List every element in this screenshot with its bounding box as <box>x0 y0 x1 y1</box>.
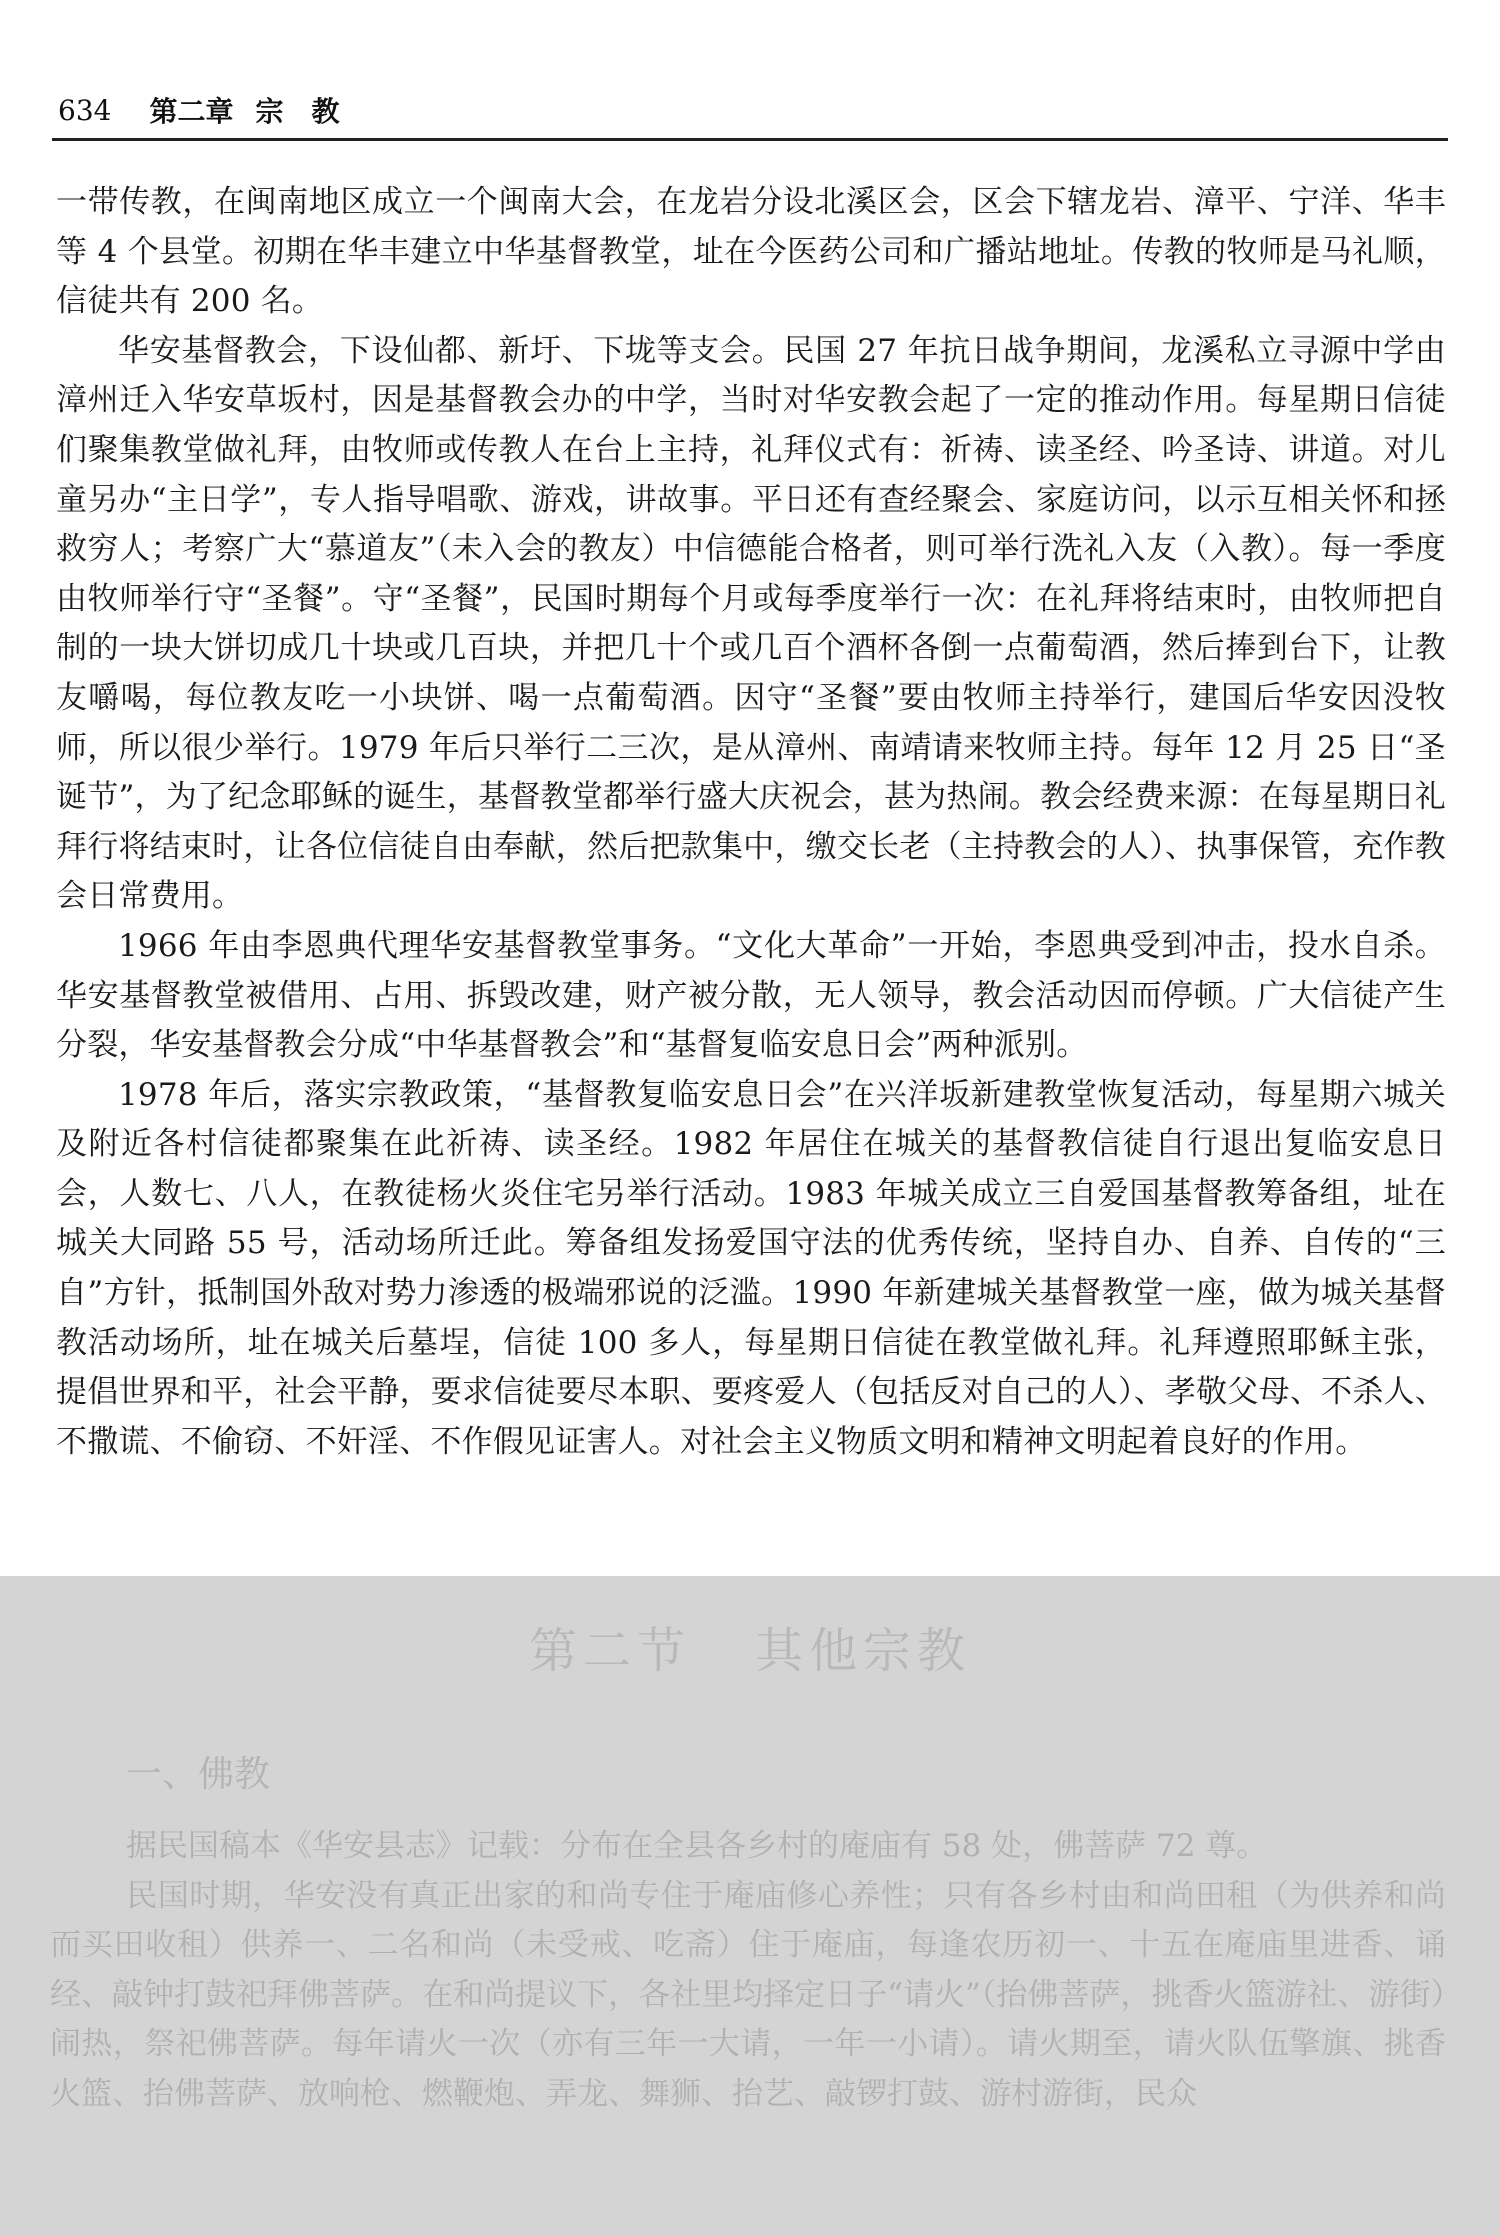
paragraph: 华安基督教会，下设仙都、新圩、下垅等支会。民国 27 年抗日战争期间，龙溪私立寻源中学由漳州迁入华安草坂村，因是基督教会办的中学，当时对华安教会起了一定的推动作用。每星期日信徒们聚集教堂做礼拜，由牧师或传教人在台上主持，礼拜仪式有：祈祷、读圣经、吟圣诗、讲道。对儿童另办“主日学”，专人指导唱歌、游戏，讲故事。平日还有查经聚会、家庭访问，以示互相关怀和拯救穷人；考察广大“慕道友”（未入会的教友）中信德能合格者，则可举行洗礼入友（入教）。每一季度由牧师举行守“圣餐”。守“圣餐”，民国时期每个月或每季度举行一次：在礼拜将结束时，由牧师把自制的一块大饼切成几十块或几百块，并把几十个或几百个酒杯各倒一点葡萄酒，然后捧到台下，让教友嚼喝，每位教友吃一小块饼、喝一点葡萄酒。因守“圣餐”要由牧师主持举行，建国后华安因没牧师，所以很少举行。1979 年后只举行二三次，是从漳州、南靖请来牧师主持。每年 12 月 25 日“圣诞节”，为了纪念耶稣的诞生，基督教堂都举行盛大庆祝会，甚为热闹。教会经费来源：在每星期日礼拜行将结束时，让各位信徒自由奉献，然后把款集中，缴交长老（主持教会的人）、执事保管，充作教会日常费用。 <box>56 332 1446 915</box>
page-number: 634 <box>58 93 112 127</box>
paragraph: 1978 年后，落实宗教政策，“基督教复临安息日会”在兴洋坂新建教堂恢复活动，每星期六城关及附近各村信徒都聚集在此祈祷、读圣经。1982 年居住在城关的基督教信徒自行退出复临安息日会，人数七、八人，在教徒杨火炎住宅另举行活动。1983 年城关成立三自爱国基督教筹备组，址在城关大同路 55 号，活动场所迁此。筹备组发扬爱国守法的优秀传统，坚持自办、自养、自传的“三自”方针，抵制国外敌对势力渗透的极端邪说的泛滥。1990 年新建城关基督教堂一座，做为城关基督教活动场所，址在城关后墓埕，信徒 100 多人，每星期日信徒在教堂做礼拜。礼拜遵照耶稣主张，提倡世界和平，社会平静，要求信徒要尽本职、要疼爱人（包括反对自己的人）、孝敬父母、不杀人、不撒谎、不偷窃、不奸淫、不作假见证害人。对社会主义物质文明和精神文明起着良好的作用。 <box>56 1076 1446 1460</box>
section-title <box>0 1612 1500 1681</box>
page-header <box>58 88 1448 132</box>
paragraph: 一带传教，在闽南地区成立一个闽南大会，在龙岩分设北溪区会，区会下辖龙岩、漳平、宁洋、华丰等 4 个县堂。初期在华丰建立中华基督教堂，址在今医药公司和广播站地址。传教的牧师是马礼顺，信徒共有 200 名。 <box>56 184 1446 320</box>
paragraph: 民国时期，华安没有真正出家的和尚专住于庵庙修心养性；只有各乡村由和尚田租（为供养和尚而买田收租）供养一、二名和尚（未受戒、吃斋）住于庵庙，每逢农历初一、十五在庵庙里进香、诵经、敲钟打鼓祀拜佛菩萨。在和尚提议下，各社里均择定日子“请火”（抬佛菩萨，挑香火篮游社、游街）闹热，祭祀佛菩萨。每年请火一次（亦有三年一大请，一年一小请）。请火期至，请火队伍擎旗、挑香火篮、抬佛菩萨、放响枪、燃鞭炮、弄龙、舞狮、抬艺、敲锣打鼓、游村游街，民众 <box>50 1877 1446 2112</box>
header-rule <box>52 138 1448 141</box>
subsection-title: 一、佛教 <box>126 1754 271 1795</box>
section-text <box>50 1822 1446 2120</box>
paragraph: 1966 年由李恩典代理华安基督教堂事务。“文化大革命”一开始，李恩典受到冲击，投水自杀。华安基督教堂被借用、占用、拆毁改建，财产被分散，无人领导，教会活动因而停顿。广大信徒产生分裂，华安基督教会分成“中华基督教会”和“基督复临安息日会”两种派别。 <box>56 927 1446 1064</box>
section-name: 其他宗教 <box>755 1623 972 1679</box>
chapter-title: 宗 教 <box>255 95 340 128</box>
chapter-label: 第二章 <box>149 95 234 128</box>
paragraph: 据民国稿本《华安县志》记载：分布在全县各乡村的庵庙有 58 处，佛菩萨 72 尊。 <box>126 1828 1268 1864</box>
main-text <box>56 178 1446 1467</box>
section-number: 第二节 <box>528 1623 691 1679</box>
